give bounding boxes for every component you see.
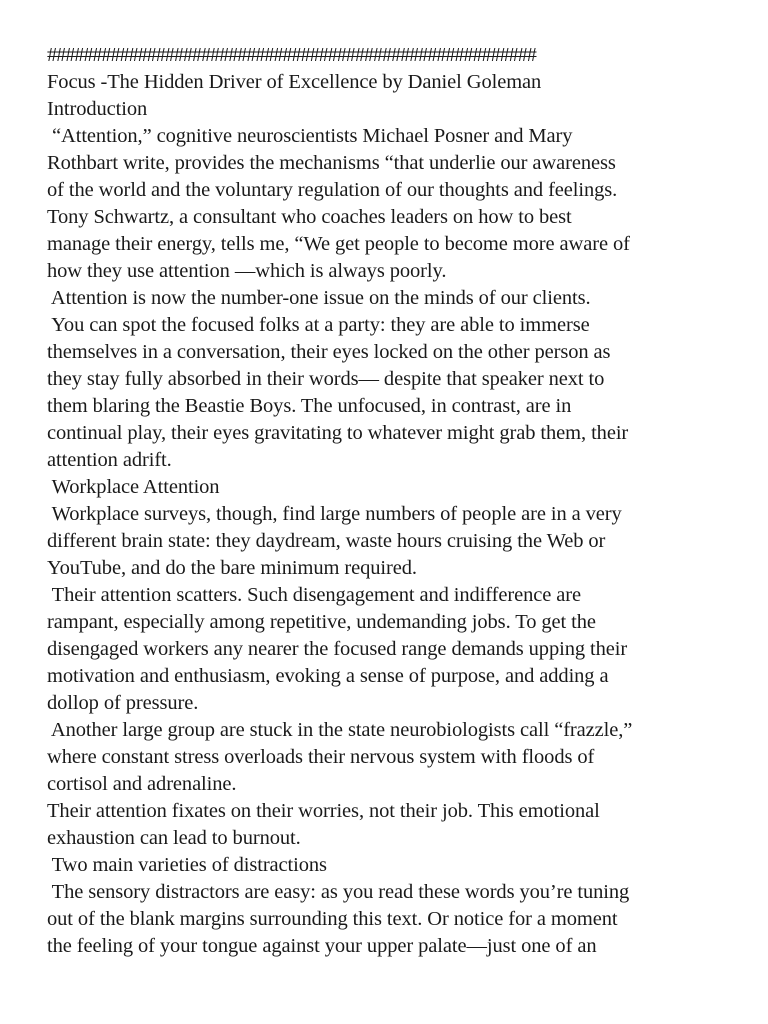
text-line: Attention is now the number-one issue on the minds of our clients. <box>47 287 591 309</box>
text-line: You can spot the focused folks at a party: they are able to immerse <box>47 314 590 336</box>
text-line: rampant, especially among repetitive, undemanding jobs. To get the <box>47 611 596 633</box>
text-line: them blaring the Beastie Boys. The unfocused, in contrast, are in <box>47 395 572 417</box>
text-line: “Attention,” cognitive neuroscientists Michael Posner and Mary <box>47 125 573 147</box>
text-line: different brain state: they daydream, waste hours cruising the Web or <box>47 530 606 552</box>
text-line: how they use attention —which is always poorly. <box>47 260 447 282</box>
text-line: of the world and the voluntary regulation of our thoughts and feelings. <box>47 179 618 201</box>
text-line: Rothbart write, provides the mechanisms “that underlie our awareness <box>47 152 616 174</box>
text-line: manage their energy, tells me, “We get people to become more aware of <box>47 233 630 255</box>
text-line: attention adrift. <box>47 449 172 471</box>
document-page <box>47 42 737 960</box>
text-line: dollop of pressure. <box>47 692 199 714</box>
text-line: disengaged workers any nearer the focused range demands upping their <box>47 638 628 660</box>
text-line: Another large group are stuck in the state neurobiologists call “frazzle,” <box>47 719 633 741</box>
separator-line: ###################################################### <box>47 44 536 66</box>
text-line: Their attention fixates on their worries, not their job. This emotional <box>47 800 600 822</box>
text-line: continual play, their eyes gravitating to whatever might grab them, their <box>47 422 629 444</box>
text-line: they stay fully absorbed in their words— despite that speaker next to <box>47 368 605 390</box>
text-line: Tony Schwartz, a consultant who coaches leaders on how to best <box>47 206 572 228</box>
document-title: Focus -The Hidden Driver of Excellence by Daniel Goleman <box>47 71 542 93</box>
text-line: cortisol and adrenaline. <box>47 773 237 795</box>
text-line: exhaustion can lead to burnout. <box>47 827 301 849</box>
section-heading-workplace-attention: Workplace Attention <box>47 476 220 498</box>
text-line: themselves in a conversation, their eyes locked on the other person as <box>47 341 611 363</box>
text-line: where constant stress overloads their nervous system with floods of <box>47 746 595 768</box>
text-line: The sensory distractors are easy: as you read these words you’re tuning <box>47 881 630 903</box>
text-line: out of the blank margins surrounding this text. Or notice for a moment <box>47 908 618 930</box>
text-line: motivation and enthusiasm, evoking a sense of purpose, and adding a <box>47 665 609 687</box>
text-line: YouTube, and do the bare minimum required. <box>47 557 417 579</box>
text-line: Their attention scatters. Such disengagement and indifference are <box>47 584 581 606</box>
text-line: Workplace surveys, though, find large numbers of people are in a very <box>47 503 622 525</box>
text-line: the feeling of your tongue against your upper palate—just one of an <box>47 935 597 957</box>
section-heading-introduction: Introduction <box>47 98 148 120</box>
section-heading-distractions: Two main varieties of distractions <box>47 854 327 876</box>
